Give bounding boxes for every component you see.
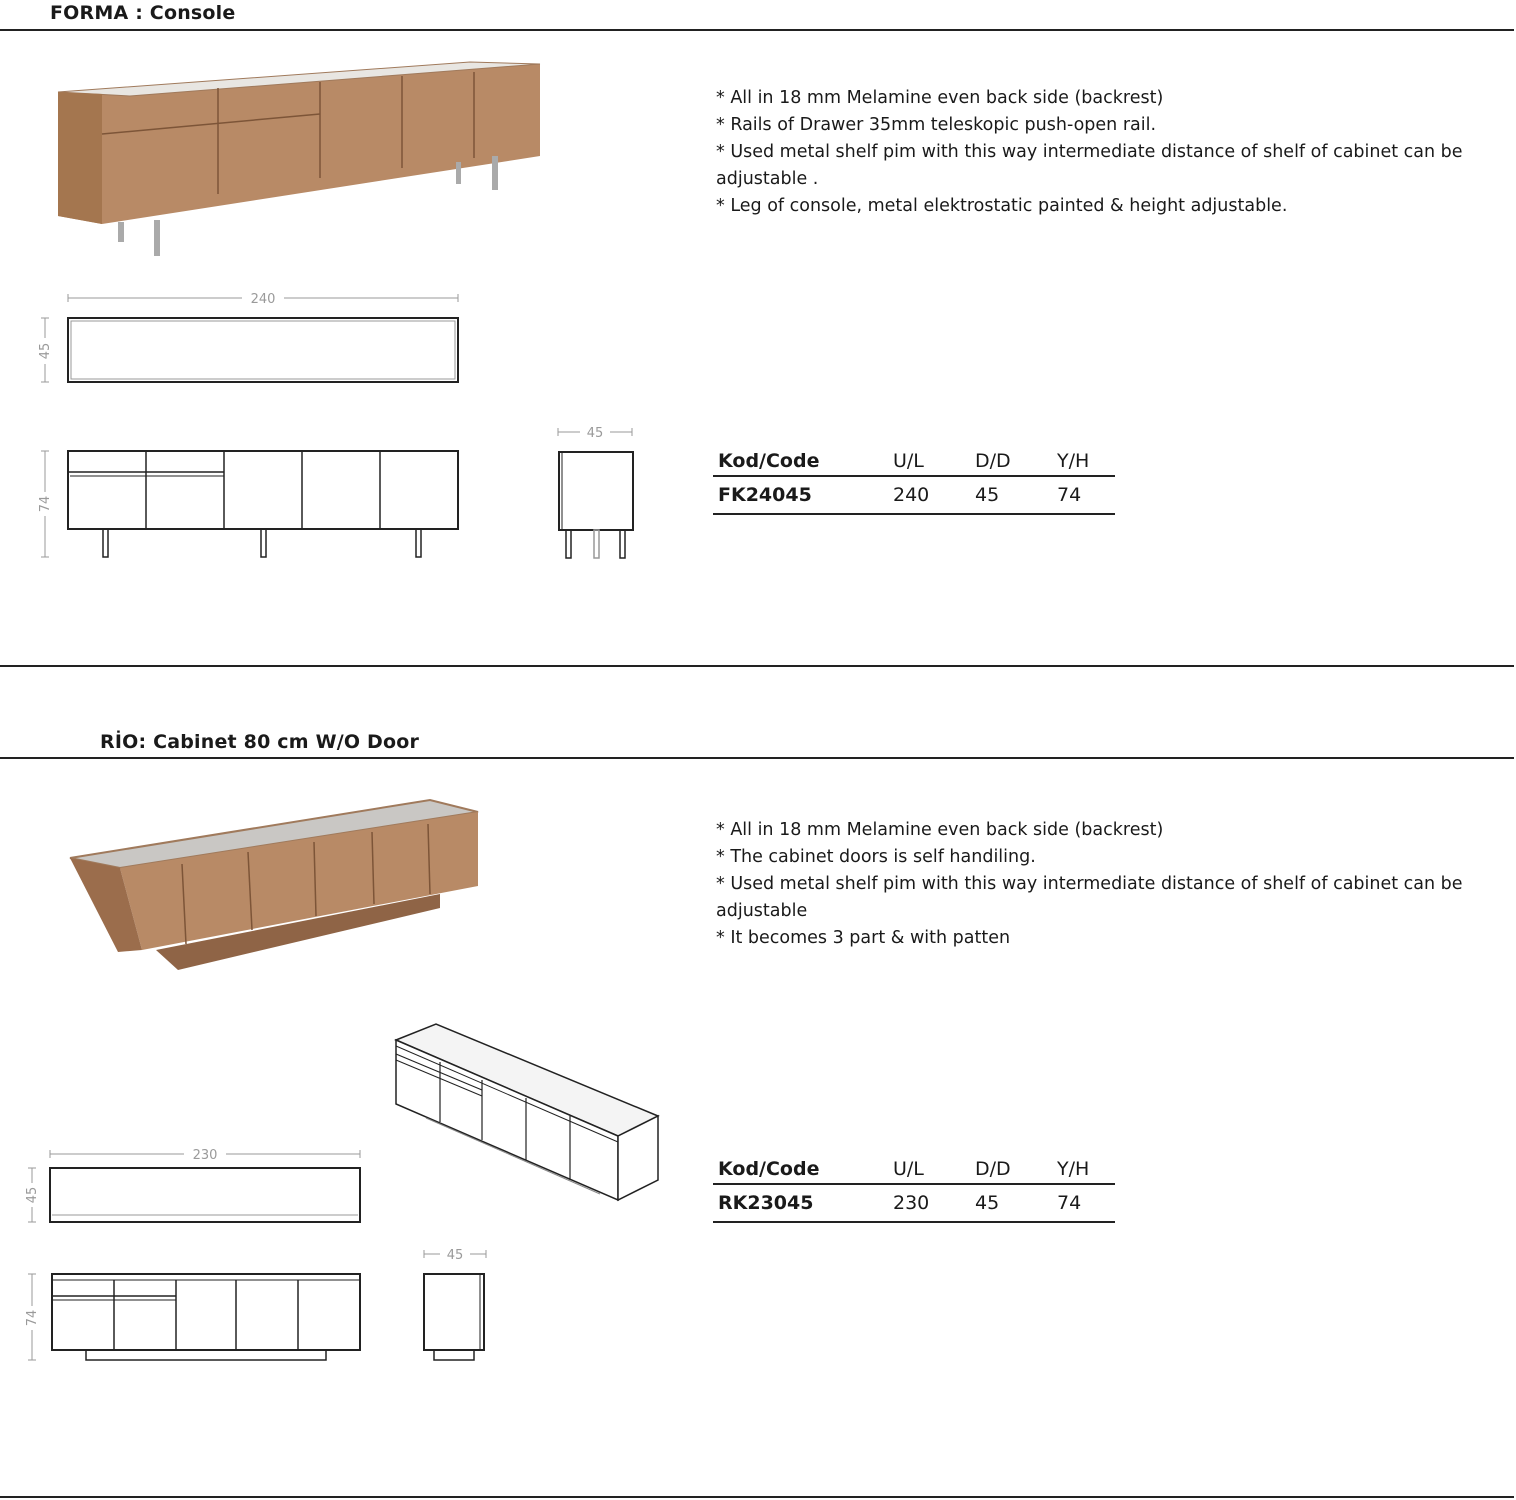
forma-side-depth-label: 45 <box>586 426 604 441</box>
column-header-code: Kod/Code <box>713 436 888 476</box>
rio-cabinet-photo <box>60 790 490 990</box>
column-header-height: Y/H <box>1052 1144 1115 1184</box>
forma-side-view-drawing <box>550 422 640 562</box>
table-header-row <box>713 1144 1115 1184</box>
cell-code: FK24045 <box>713 476 888 514</box>
column-header-width: U/L <box>888 1144 970 1184</box>
cell-width: 230 <box>888 1184 970 1222</box>
forma-depth-label: 45 <box>38 342 53 360</box>
cell-code: RK23045 <box>713 1184 888 1222</box>
table-row <box>713 476 1115 514</box>
column-header-code: Kod/Code <box>713 1144 888 1184</box>
feature-item: * Rails of Drawer 35mm teleskopic push-open rail. <box>716 115 1157 135</box>
forma-console-photo <box>30 46 570 266</box>
section-divider <box>0 1496 1514 1498</box>
forma-height-label: 74 <box>38 495 53 513</box>
rio-side-view-drawing <box>418 1244 492 1366</box>
feature-item: * Used metal shelf pim with this way intermediate distance of shelf of cabinet can be adjustable . <box>716 142 1463 189</box>
rio-height-label: 74 <box>25 1309 40 1327</box>
rio-isometric-drawing <box>390 1020 665 1210</box>
cell-depth: 45 <box>970 1184 1052 1222</box>
forma-front-view-drawing <box>30 446 470 562</box>
cell-depth: 45 <box>970 476 1052 514</box>
forma-feature-list <box>716 85 1496 220</box>
rio-spec-table <box>713 1144 1115 1223</box>
rio-top-view-drawing <box>20 1142 370 1228</box>
feature-item: * All in 18 mm Melamine even back side (backrest) <box>716 88 1164 108</box>
table-row <box>713 1184 1115 1222</box>
feature-item: * It becomes 3 part & with patten <box>716 928 1011 948</box>
column-header-depth: D/D <box>970 1144 1052 1184</box>
rio-side-depth-label: 45 <box>446 1248 464 1263</box>
feature-item: * Used metal shelf pim with this way intermediate distance of shelf of cabinet can be adjustable <box>716 874 1463 921</box>
feature-item: * All in 18 mm Melamine even back side (backrest) <box>716 820 1164 840</box>
column-header-depth: D/D <box>970 436 1052 476</box>
forma-spec-table <box>713 436 1115 515</box>
section-rule <box>0 757 1514 759</box>
column-header-width: U/L <box>888 436 970 476</box>
column-header-height: Y/H <box>1052 436 1115 476</box>
rio-front-view-drawing <box>20 1268 370 1364</box>
section-title-forma: FORMA : Console <box>50 2 236 24</box>
forma-top-view-drawing <box>30 286 470 396</box>
feature-item: * The cabinet doors is self handiling. <box>716 847 1036 867</box>
rio-feature-list <box>716 817 1496 952</box>
cell-height: 74 <box>1052 1184 1115 1222</box>
feature-item: * Leg of console, metal elektrostatic painted & height adjustable. <box>716 196 1288 216</box>
table-header-row <box>713 436 1115 476</box>
rio-width-label: 230 <box>192 1148 218 1163</box>
cell-height: 74 <box>1052 476 1115 514</box>
section-divider <box>0 665 1514 667</box>
rio-depth-label: 45 <box>25 1186 40 1204</box>
forma-width-label: 240 <box>250 292 276 307</box>
section-rule <box>0 29 1514 31</box>
section-title-rio: RİO: Cabinet 80 cm W/O Door <box>100 731 420 753</box>
cell-width: 240 <box>888 476 970 514</box>
